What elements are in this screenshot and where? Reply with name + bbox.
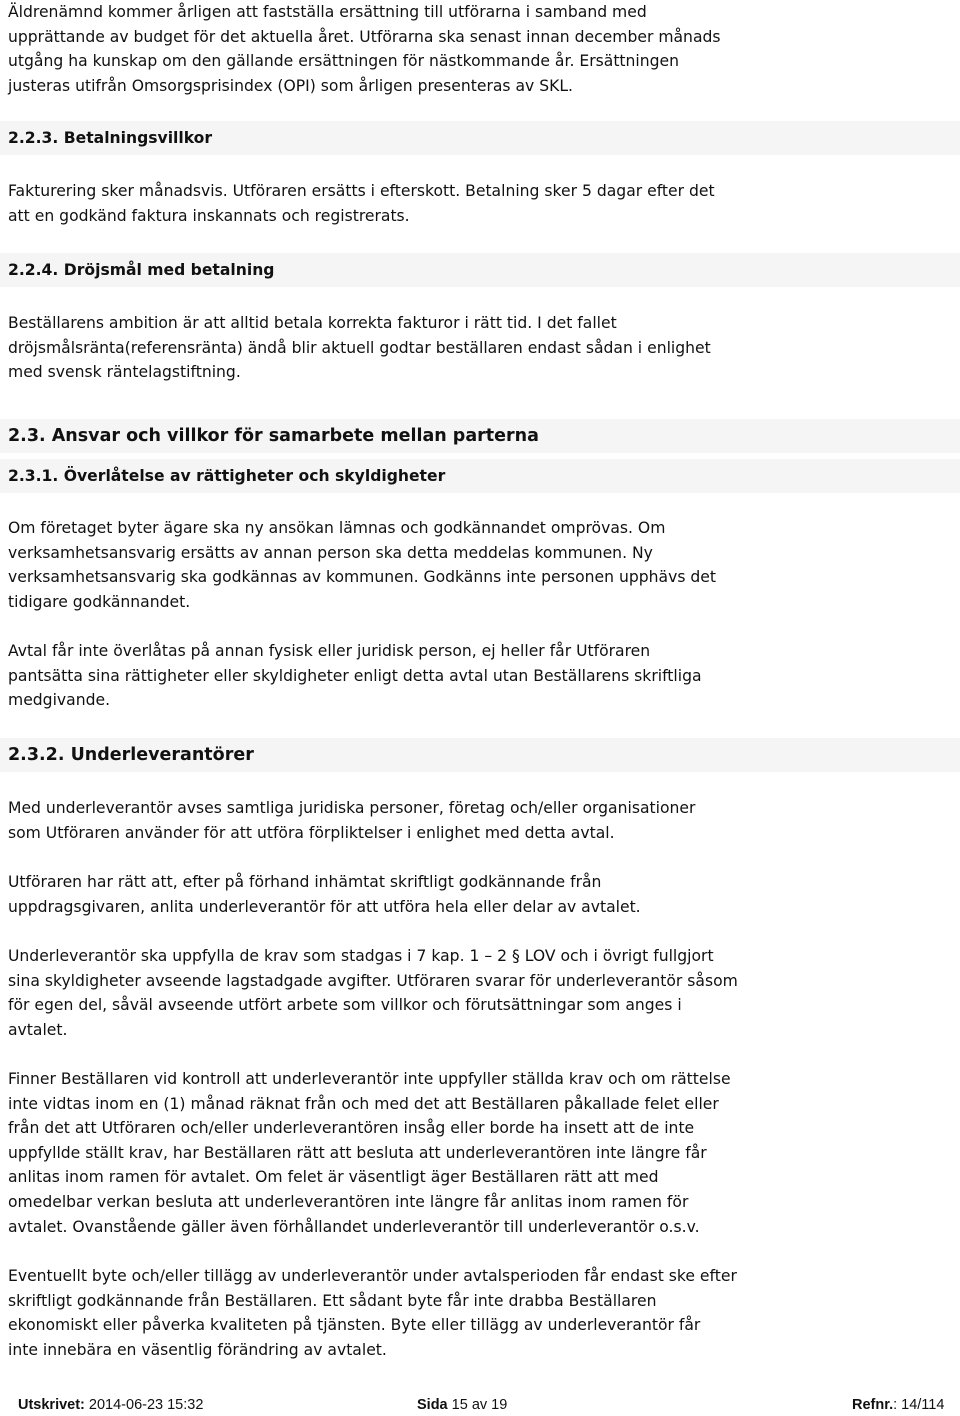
text-line: medgivande. [8, 691, 111, 710]
paragraph [8, 870, 960, 919]
paragraph [8, 311, 960, 385]
text-line: Finner Beställaren vid kontroll att underleverantör inte uppfyller ställda krav och om rättelse [8, 1070, 731, 1088]
text-line: att en godkänd faktura inskannats och registrerats. [8, 206, 410, 225]
paragraph [8, 516, 960, 614]
text-line: utgång ha kunskap om den gällande ersättningen för nästkommande år. Ersättningen [8, 52, 680, 71]
paragraph [8, 944, 960, 1042]
reference-number [852, 1394, 944, 1416]
text-line: som Utföraren använder för att utföra förpliktelser i enlighet med detta avtal. [8, 823, 615, 842]
paragraph [8, 1067, 960, 1239]
text-line: Beställarens ambition är att alltid betala korrekta fakturor i rätt tid. I det fallet [8, 314, 617, 332]
text-line: Avtal får inte överlåtas på annan fysisk eller juridisk person, ej heller får Utföraren [8, 642, 651, 660]
section-heading-2-2-4: 2.2.4. Dröjsmål med betalning [0, 253, 960, 287]
page-number [417, 1394, 507, 1416]
text-line: inte innebära en väsentlig förändring av avtalet. [8, 1340, 387, 1359]
text-line: Underleverantör ska uppfylla de krav som stadgas i 7 kap. 1 – 2 § LOV och i övrigt fullgjort [8, 947, 714, 965]
text-line: verksamhetsansvarig ska godkännas av kommunen. Godkänns inte personen upphävs det [8, 568, 717, 587]
text-line: avtalet. Ovanstående gäller även förhållandet underleverantör till underleverantör o.s.v. [8, 1217, 700, 1236]
text-line: omedelbar verkan besluta att underleverantören inte längre får anlitas inom ramen för [8, 1192, 689, 1211]
text-line: Äldrenämnd kommer årligen att fastställa ersättning till utförarna i samband med [8, 3, 647, 21]
text-line: Utföraren har rätt att, efter på förhand inhämtat skriftligt godkännande från [8, 873, 602, 891]
page-value: 15 av 19 [451, 1397, 508, 1413]
text-line: verksamhetsansvarig ersätts av annan person ska detta meddelas kommunen. Ny [8, 543, 653, 562]
page-label: Sida [417, 1397, 448, 1413]
printed-value: 2014-06-23 15:32 [88, 1397, 204, 1413]
text-line: uppfyllde ställt krav, har Beställaren rätt att besluta att underleverantören inte längre får [8, 1143, 707, 1162]
page-footer [0, 1394, 960, 1416]
text-line: avtalet. [8, 1020, 68, 1039]
section-heading-2-3-1: 2.3.1. Överlåtelse av rättigheter och skyldigheter [0, 459, 960, 493]
intro-paragraph [8, 0, 960, 98]
text-line: dröjsmålsränta(referensränta) ändå blir aktuell godtar beställaren endast sådan i enlighet [8, 338, 711, 357]
text-line: tidigare godkännandet. [8, 592, 191, 611]
section-heading-2-3: 2.3. Ansvar och villkor för samarbete mellan parterna [0, 419, 960, 453]
printed-label: Utskrivet: [18, 1397, 85, 1413]
paragraph [8, 179, 960, 228]
text-line: Fakturering sker månadsvis. Utföraren ersätts i efterskott. Betalning sker 5 dagar efter det [8, 182, 715, 200]
section-heading-2-3-2: 2.3.2. Underleverantörer [0, 738, 960, 772]
text-line: Om företaget byter ägare ska ny ansökan lämnas och godkännandet omprövas. Om [8, 519, 666, 537]
text-line: från det att Utföraren och/eller underleverantören insåg eller borde ha insett att de inte [8, 1119, 695, 1138]
section-heading-2-2-3: 2.2.3. Betalningsvillkor [0, 121, 960, 155]
text-line: sina skyldigheter avseende lagstadgade avgifter. Utföraren svarar för underleverantör såsom [8, 971, 738, 990]
text-line: upprättande av budget för det aktuella året. Utförarna ska senast innan december månads [8, 27, 721, 46]
text-line: Eventuellt byte och/eller tillägg av underleverantör under avtalsperioden får endast ske efter [8, 1267, 737, 1285]
text-line: uppdragsgivaren, anlita underleverantör för att utföra hela eller delar av avtalet. [8, 897, 641, 916]
text-line: anlitas inom ramen för avtalet. Om felet är väsentligt äger Beställaren rätt att med [8, 1168, 659, 1187]
text-line: för egen del, såväl avseende utfört arbete som villkor och förutsättningar som anges i [8, 996, 682, 1015]
printed-date [18, 1394, 203, 1416]
text-line: skriftligt godkännande från Beställaren. Ett sådant byte får inte drabba Beställaren [8, 1291, 657, 1310]
paragraph [8, 1264, 960, 1362]
text-line: ekonomiskt eller påverka kvaliteten på tjänsten. Byte eller tillägg av underleverantör får [8, 1316, 701, 1335]
text-line: justeras utifrån Omsorgsprisindex (OPI) som årligen presenteras av SKL. [8, 76, 573, 95]
paragraph [8, 639, 960, 713]
ref-value: : 14/114 [893, 1397, 945, 1413]
paragraph [8, 796, 960, 845]
text-line: Med underleverantör avses samtliga juridiska personer, företag och/eller organisationer [8, 799, 696, 817]
ref-label: Refnr. [852, 1397, 894, 1413]
text-line: med svensk räntelagstiftning. [8, 363, 241, 382]
text-line: pantsätta sina rättigheter eller skyldigheter enligt detta avtal utan Beställarens skriftliga [8, 666, 702, 685]
text-line: inte vidtas inom en (1) månad räknat från och med det att Beställaren påkallade felet eller [8, 1094, 719, 1113]
